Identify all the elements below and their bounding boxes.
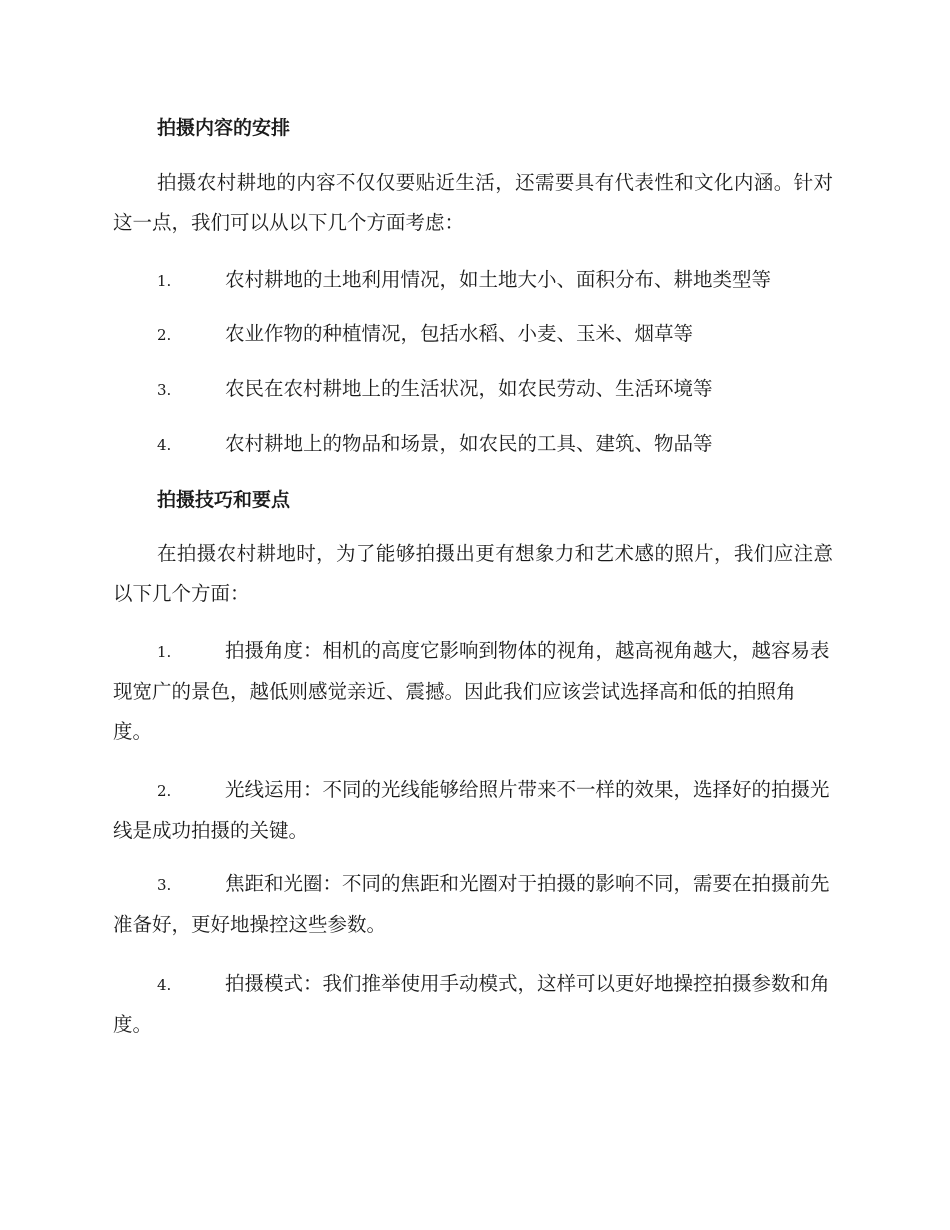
list-item bbox=[113, 369, 833, 410]
list-item bbox=[113, 314, 833, 355]
list-text: 拍摄模式：我们推举使用手动模式，这样可以更好地操控拍摄参数和角度。 bbox=[113, 972, 830, 1036]
list-item bbox=[113, 631, 833, 752]
list-item bbox=[113, 424, 833, 465]
list-number: 2. bbox=[157, 782, 172, 800]
list-number: 2. bbox=[157, 326, 172, 344]
list-text: 光线运用：不同的光线能够给照片带来不一样的效果，选择好的拍摄光线是成功拍摄的关键。 bbox=[113, 778, 830, 842]
section-heading-content: 拍摄内容的安排 bbox=[157, 117, 291, 139]
list-text: 焦距和光圈：不同的焦距和光圈对于拍摄的影响不同，需要在拍摄前先准备好，更好地操控这些参数。 bbox=[113, 872, 830, 936]
list-text: 农民在农村耕地上的生活状况，如农民劳动、生活环境等 bbox=[225, 377, 713, 400]
list-text: 农村耕地上的物品和场景，如农民的工具、建筑、物品等 bbox=[225, 432, 713, 455]
list-item bbox=[113, 260, 833, 301]
list-number: 1. bbox=[157, 643, 172, 661]
section-intro-content: 拍摄农村耕地的内容不仅仅要贴近生活，还需要具有代表性和文化内涵。针对这一点，我们可以从以下几个方面考虑： bbox=[113, 171, 833, 234]
list-item bbox=[113, 964, 833, 1045]
list-item bbox=[113, 770, 833, 851]
list-number: 1. bbox=[157, 272, 172, 290]
section-intro-techniques: 在拍摄农村耕地时，为了能够拍摄出更有想象力和艺术感的照片，我们应注意以下几个方面： bbox=[113, 542, 833, 605]
list-number: 4. bbox=[157, 976, 172, 994]
list-text: 农村耕地的土地利用情况，如土地大小、面积分布、耕地类型等 bbox=[225, 268, 772, 291]
list-number: 3. bbox=[157, 381, 172, 399]
list-number: 4. bbox=[157, 436, 172, 454]
list-text: 农业作物的种植情况，包括水稻、小麦、玉米、烟草等 bbox=[225, 322, 694, 345]
list-item bbox=[113, 864, 833, 945]
list-number: 3. bbox=[157, 876, 172, 894]
list-text: 拍摄角度：相机的高度它影响到物体的视角，越高视角越大，越容易表现宽广的景色，越低则感觉亲近、震撼。因此我们应该尝试选择高和低的拍照角度。 bbox=[113, 639, 830, 743]
section-heading-techniques: 拍摄技巧和要点 bbox=[157, 489, 291, 511]
